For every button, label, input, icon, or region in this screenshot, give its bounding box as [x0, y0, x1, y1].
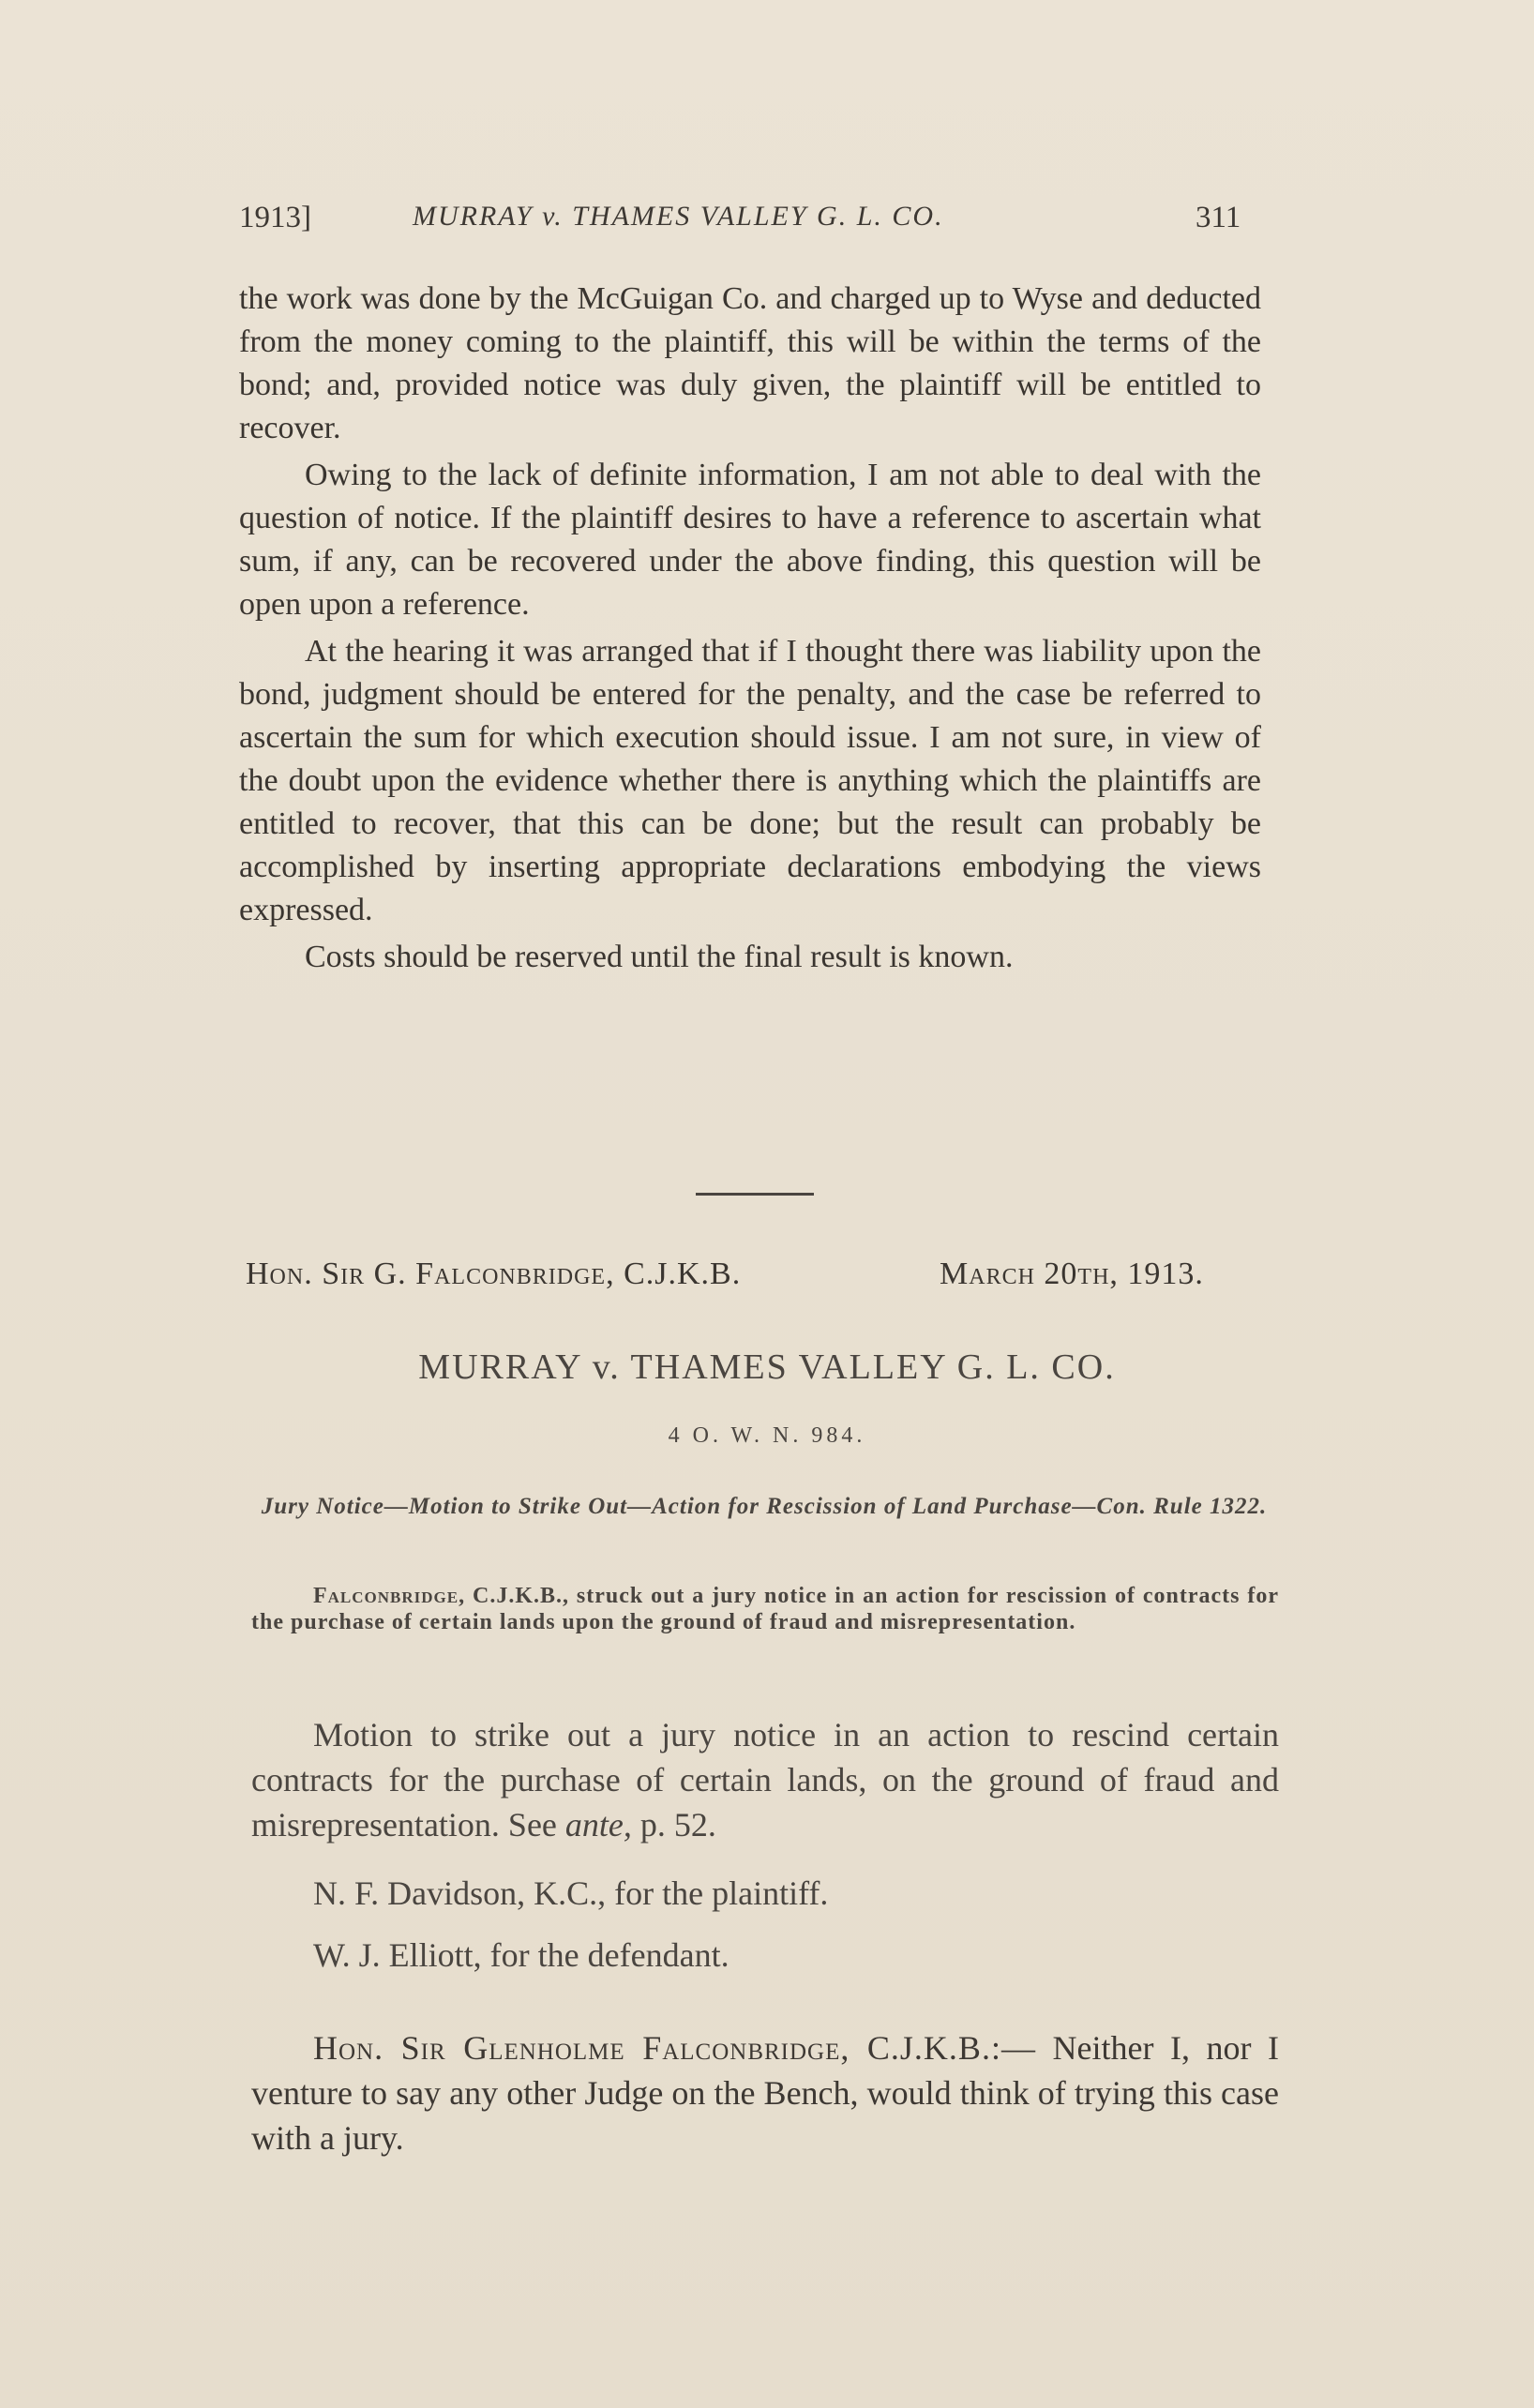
- motion-text: Motion to strike out a jury notice in an action to rescind certain contracts for the purchase of certain lands, on the ground of fraud and misrepresentation. See: [251, 1716, 1279, 1844]
- continued-judgment-text: [239, 278, 1261, 979]
- judgment-heading: Hon. Sir Glenholme Falconbridge, C.J.K.B.:—: [313, 2029, 1036, 2067]
- paragraph: Costs should be reserved until the final result is known.: [305, 940, 1014, 974]
- judgment-text: Neither I, nor I venture to say any other Judge on the Bench, would think of trying this case with a jury.: [251, 2029, 1279, 2157]
- paragraph: At the hearing it was arranged that if I thought there was liability upon the bond, judgment should be entered for the penalty, and the case be referred to ascertain the sum for which execution should issue. I am not sure, in view of the doubt upon the evidence whether there is anything which the plaintiffs are entitled to recover, that this can be done; but the result can probably be accomplished by inserting appropriate declarations embodying the views expressed.: [239, 634, 1261, 927]
- judge-name: Hon. Sir G. Falconbridge, C.J.K.B.: [246, 1257, 742, 1291]
- paragraph: the work was done by the McGuigan Co. and charged up to Wyse and deducted from the money coming to the plaintiff, this will be within the terms of the bond; and, provided notice was duly given, the plaintiff will be entitled to recover.: [239, 281, 1261, 445]
- summary-judge: Falconbridge, C.J.K.B.,: [313, 1584, 569, 1608]
- case-title: MURRAY v. THAMES VALLEY G. L. CO.: [418, 1347, 1116, 1387]
- headnote-summary: [251, 1583, 1279, 1635]
- header-year: 1913]: [239, 201, 311, 234]
- motion-ref-ante: ante,: [564, 1806, 632, 1844]
- summary-text: struck out a jury notice in an action for rescission of contracts for the purchase of certain lands upon the ground of fraud and misrepresentation.: [251, 1584, 1279, 1634]
- counsel-plaintiff: N. F. Davidson, K.C., for the plaintiff.: [313, 1874, 829, 1912]
- motion-ref-page: p. 52.: [639, 1806, 716, 1844]
- judgment: [251, 2025, 1279, 2160]
- motion-statement: [251, 1712, 1279, 1847]
- header-running-title: MURRAY v. THAMES VALLEY G. L. CO.: [413, 201, 944, 232]
- page-number: 311: [1196, 201, 1241, 234]
- counsel-defendant: W. J. Elliott, for the defendant.: [313, 1936, 729, 1974]
- section-divider: [696, 1193, 814, 1196]
- headnote-catchwords: Jury Notice—Motion to Strike Out—Action for Rescission of Land Purchase—Con. Rule 1322.: [261, 1494, 1268, 1519]
- case-citation: 4 O. W. N. 984.: [668, 1423, 866, 1448]
- paragraph: Owing to the lack of definite information, I am not able to deal with the question of notice. If the plaintiff desires to have a reference to ascertain what sum, if any, can be recovered under the above finding, this question will be open upon a reference.: [239, 458, 1261, 622]
- decision-date: March 20th, 1913.: [940, 1257, 1204, 1291]
